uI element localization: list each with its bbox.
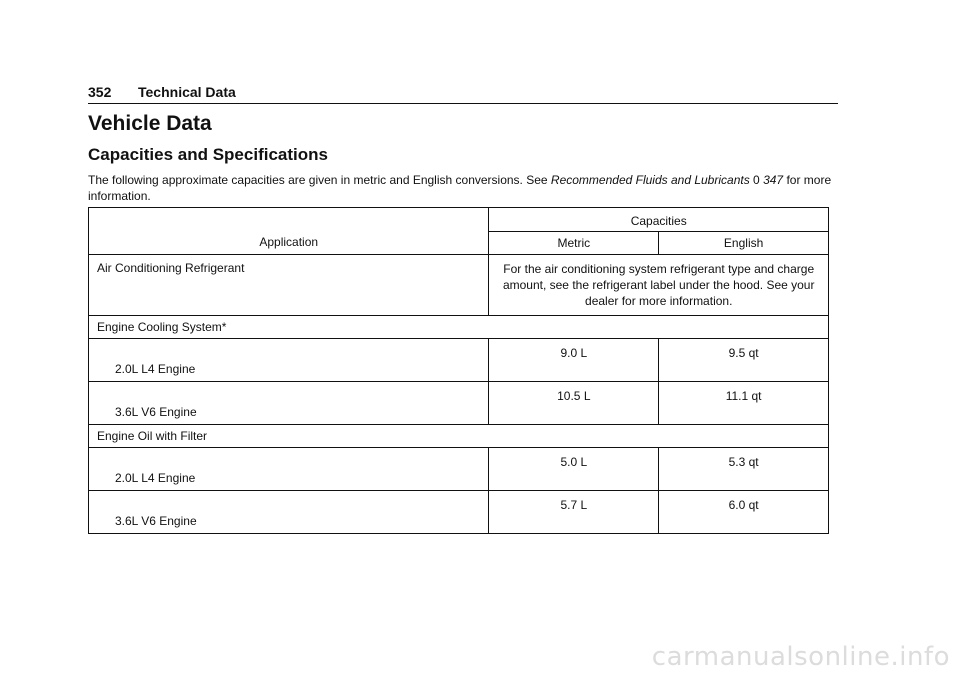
cross-reference-title: Recommended Fluids and Lubricants: [550, 173, 750, 187]
page-number: 352: [88, 84, 112, 100]
section-title: Technical Data: [138, 84, 236, 100]
intro-text-after: for more information.: [88, 173, 832, 203]
group-oil-label: Engine Oil with Filter: [89, 425, 829, 448]
table-row: [89, 491, 829, 534]
page-title: Vehicle Data: [88, 112, 212, 135]
watermark: carmanualsonline.info: [651, 642, 950, 672]
row-metric: 5.0 L: [489, 448, 659, 491]
header-metric: Metric: [489, 232, 659, 255]
row-application: 3.6L V6 Engine: [89, 491, 489, 534]
table-group-row: [89, 425, 829, 448]
table-row: [89, 255, 829, 316]
row-english: 5.3 qt: [659, 448, 829, 491]
header-application: Application: [89, 208, 489, 255]
intro-text-before: The following approximate capacities are given in metric and English conversions. See: [88, 173, 551, 187]
capacities-table: [88, 207, 829, 534]
page-header: [88, 84, 838, 104]
row-english: 11.1 qt: [659, 382, 829, 425]
row-metric: 10.5 L: [489, 382, 659, 425]
header-english: English: [659, 232, 829, 255]
table-row: [89, 339, 829, 382]
table-row: [89, 382, 829, 425]
row-application: 3.6L V6 Engine: [89, 382, 489, 425]
row-english: 6.0 qt: [659, 491, 829, 534]
group-cooling-label: Engine Cooling System*: [89, 316, 829, 339]
row-english: 9.5 qt: [659, 339, 829, 382]
row-application: 2.0L L4 Engine: [89, 448, 489, 491]
row-metric: 9.0 L: [489, 339, 659, 382]
table-group-row: [89, 316, 829, 339]
row-ac-label: Air Conditioning Refrigerant: [89, 255, 489, 316]
table-header-row: [89, 208, 829, 232]
row-application: 2.0L L4 Engine: [89, 339, 489, 382]
cross-reference-page: 347: [763, 173, 784, 187]
cross-reference-link[interactable]: [551, 173, 783, 187]
intro-paragraph: [88, 172, 838, 204]
table-row: [89, 448, 829, 491]
header-capacities: Capacities: [489, 208, 829, 232]
row-metric: 5.7 L: [489, 491, 659, 534]
row-ac-note: For the air conditioning system refrigerant type and charge amount, see the refrigerant label under the hood. See your dealer for more information.: [489, 255, 829, 316]
section-subtitle: Capacities and Specifications: [88, 145, 328, 164]
cross-reference-icon: 0: [753, 173, 760, 187]
